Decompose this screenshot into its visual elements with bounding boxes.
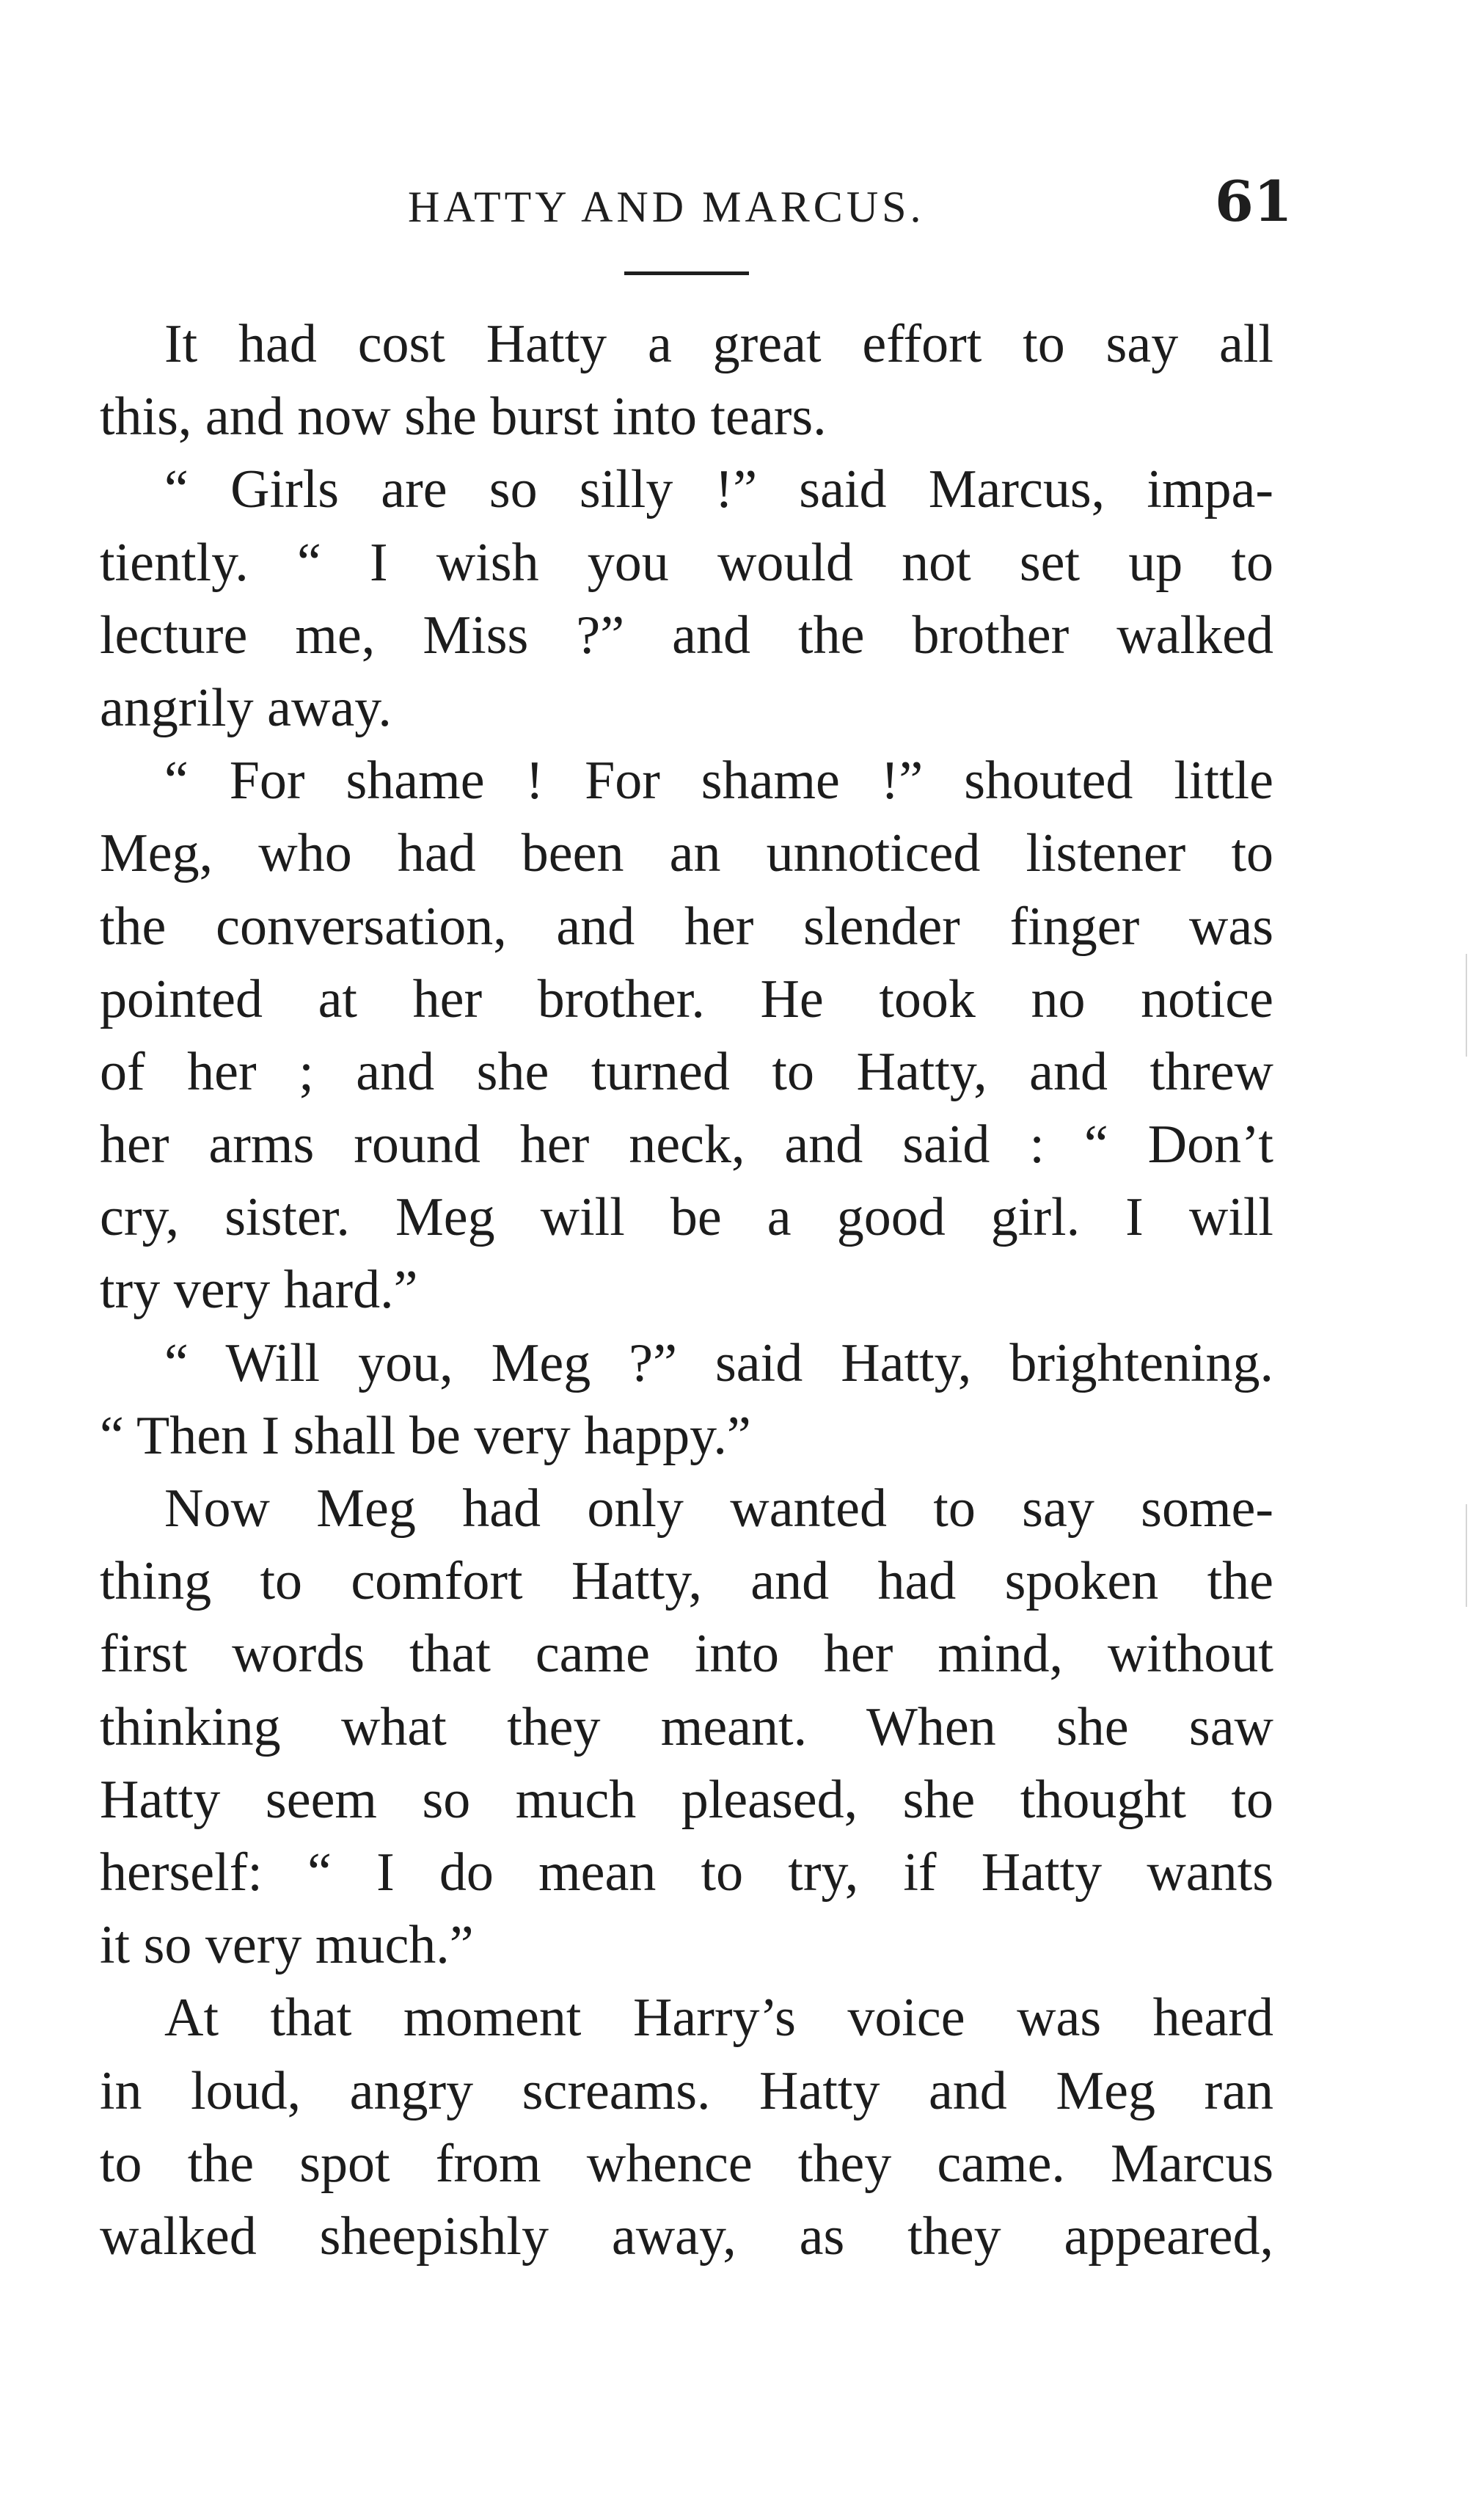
text-line: “ For shame ! For shame !” shouted little [164,751,1273,812]
text-line: thinking what they meant. When she saw [100,1696,1273,1757]
text-line: first words that came into her mind, without [100,1624,1273,1685]
text-line: At that moment Harry’s voice was heard [164,1988,1273,2049]
page-edge-mark [1466,954,1467,1057]
header-rule [624,271,749,275]
text-line: tiently. “ I wish you would not set up to [100,532,1273,593]
page-edge-mark [1466,1504,1467,1607]
text-line: Meg, who had been an unnoticed listener to [100,823,1273,884]
text-line: it so very much.” [100,1915,474,1976]
text-line: Hatty seem so much pleased, she thought to [100,1769,1273,1830]
text-line: Now Meg had only wanted to say some- [164,1478,1273,1539]
running-title: HATTY AND MARCUS. [408,183,925,231]
text-line: “ Then I shall be very happy.” [100,1405,751,1466]
text-line: to the spot from whence they came. Marcus [100,2133,1273,2194]
text-line: try very hard.” [100,1260,418,1321]
text-line: lecture me, Miss ?” and the brother walked [100,605,1273,666]
body-text [100,308,1273,2273]
text-line: cry, sister. Meg will be a good girl. I will [100,1187,1273,1248]
text-line: herself: “ I do mean to try, if Hatty wants [100,1842,1273,1903]
text-line: in loud, angry screams. Hatty and Meg ran [100,2060,1273,2121]
text-line: of her ; and she turned to Hatty, and threw [100,1041,1273,1102]
text-line: her arms round her neck, and said : “ Don’t [100,1115,1273,1175]
text-line: walked sheepishly away, as they appeared, [100,2206,1273,2267]
text-line: “ Girls are so silly !” said Marcus, impa- [164,459,1273,520]
text-line: this, and now she burst into tears. [100,387,827,448]
text-line: It had cost Hatty a great effort to say all [164,314,1273,374]
text-line: thing to comfort Hatty, and had spoken the [100,1551,1273,1612]
text-line: “ Will you, Meg ?” said Hatty, brightening. [164,1332,1273,1393]
page-number: 61 [1215,169,1293,234]
text-line: pointed at her brother. He took no notice [100,969,1273,1029]
page-header [100,169,1293,249]
text-line: angrily away. [100,677,392,738]
text-line: the conversation, and her slender finger was [100,896,1273,957]
